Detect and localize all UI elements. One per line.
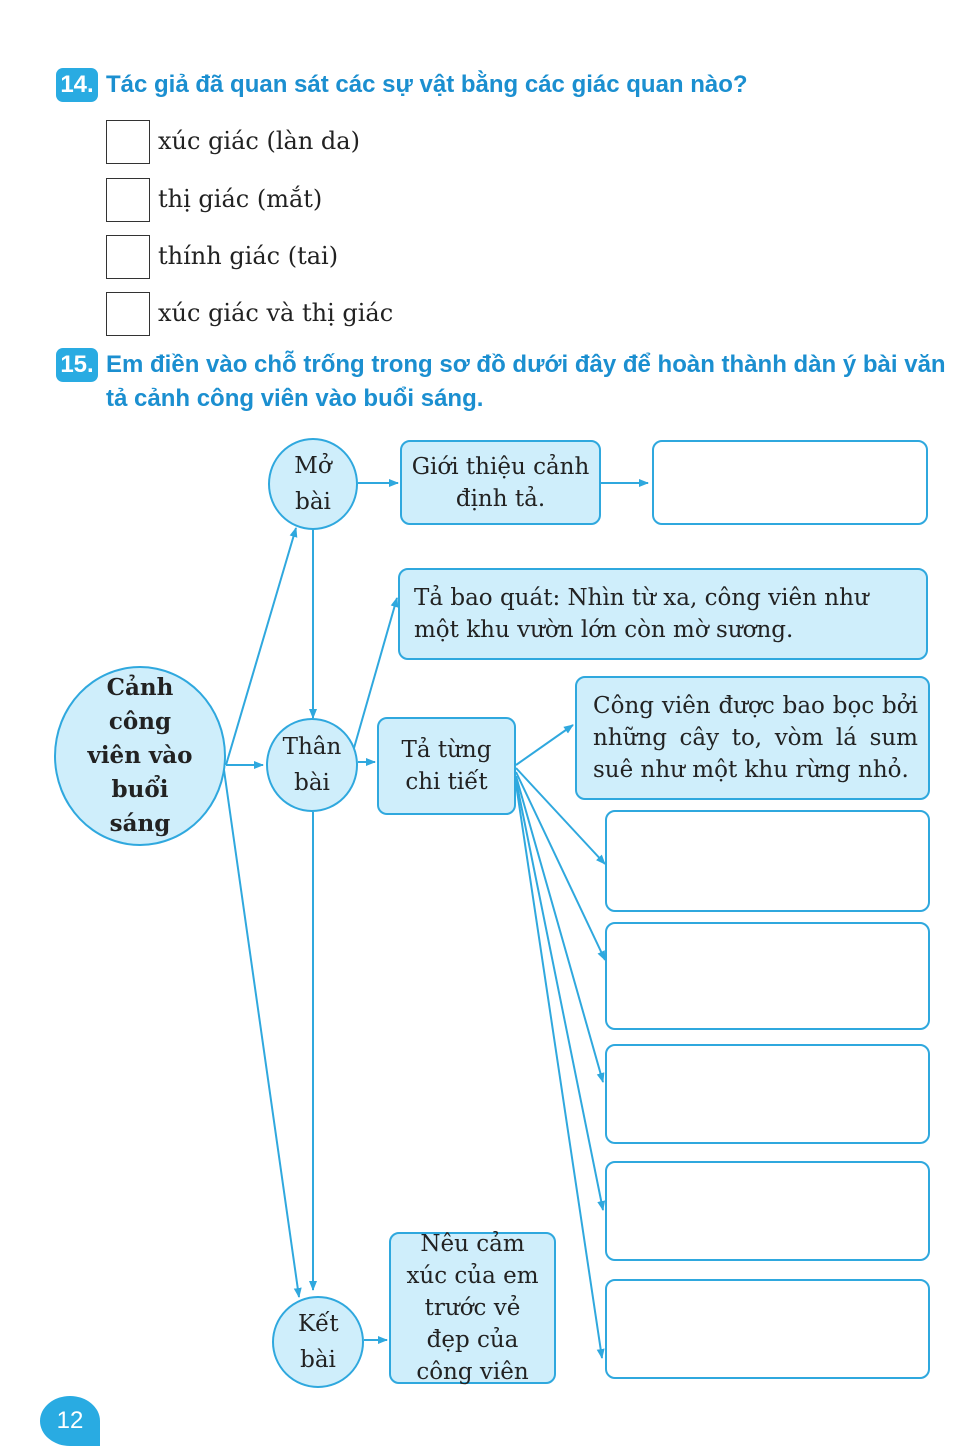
detail-answer-box-3[interactable] xyxy=(605,1044,930,1144)
detail-answer-box-5[interactable] xyxy=(605,1279,930,1379)
ket-bai-box xyxy=(389,1232,556,1384)
center-node-label: Cảnh công viên vào buổi sáng xyxy=(87,674,193,837)
detail-answer-box-4[interactable] xyxy=(605,1161,930,1261)
arrow-center-to-ket-bai xyxy=(224,770,299,1297)
option-3-label: thính giác (tai) xyxy=(158,242,339,270)
ta-bao-quat-box xyxy=(398,568,928,660)
mo-bai-label: Mở bài xyxy=(294,453,332,515)
ta-bao-quat-text: Tả bao quát: Nhìn từ xa, công viên như một khu vườn lớn còn mờ sương. xyxy=(414,585,869,643)
ta-tung-chi-tiet-box xyxy=(377,717,516,815)
question-15-text-line-2: tả cảnh công viên vào buổi sáng. xyxy=(106,385,484,412)
mo-bai-node xyxy=(268,438,358,530)
option-2-label: thị giác (mắt) xyxy=(158,185,323,213)
mo-bai-answer-box[interactable] xyxy=(652,440,928,525)
chi-tiet-1-text: Công viên được bao bọc bởi những cây to, vòm lá sum suê như một khu rừng nhỏ. xyxy=(593,693,918,783)
center-node xyxy=(54,666,226,846)
detail-answer-box-2[interactable] xyxy=(605,922,930,1030)
arrow-detail-5 xyxy=(516,780,603,1210)
question-14-text: Tác giả đã quan sát các sự vật bằng các giác quan nào? xyxy=(106,71,748,98)
gioi-thieu-text: Giới thiệu cảnh định tả. xyxy=(411,453,590,512)
page-number: 12 xyxy=(56,1407,84,1434)
ket-bai-node xyxy=(272,1296,364,1388)
option-1-label: xúc giác (làn da) xyxy=(158,127,360,155)
ket-bai-text: Nêu cảm xúc của em trước vẻ đẹp của công viên xyxy=(406,1231,539,1385)
detail-answer-box-1[interactable] xyxy=(605,810,930,912)
arrow-detail-1 xyxy=(516,725,573,765)
chi-tiet-1-box xyxy=(575,676,930,800)
question-15-number: 15. xyxy=(56,348,98,382)
option-4-label: xúc giác và thị giác xyxy=(158,299,394,327)
than-bai-label: Thân bài xyxy=(282,734,342,796)
gioi-thieu-box xyxy=(400,440,601,525)
ta-tung-chi-tiet-text: Tả từng chi tiết xyxy=(401,737,492,795)
than-bai-node xyxy=(266,718,358,812)
question-14-number: 14. xyxy=(56,68,98,102)
page-number-badge xyxy=(40,1396,100,1446)
ket-bai-label: Kết bài xyxy=(298,1311,339,1373)
question-15-text-line-1: Em điền vào chỗ trống trong sơ đồ dưới đây để hoàn thành dàn ý bài văn xyxy=(106,351,946,378)
